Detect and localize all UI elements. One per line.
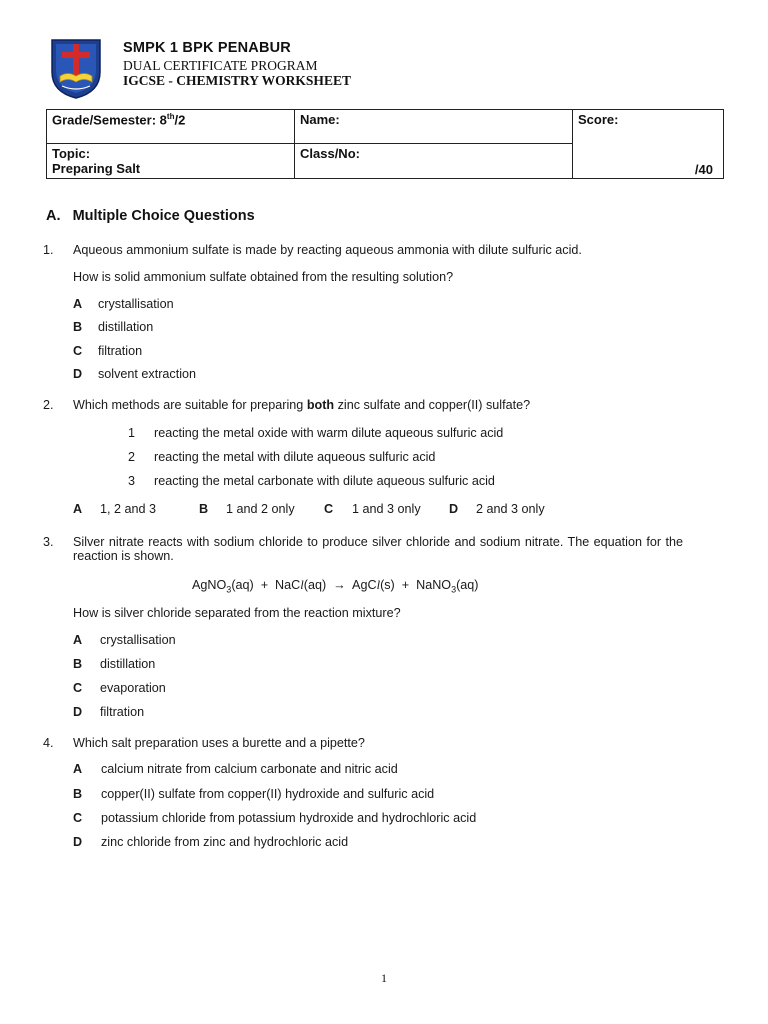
school-name: SMPK 1 BPK PENABUR bbox=[123, 40, 291, 56]
q1-option-a-text[interactable]: crystallisation bbox=[98, 297, 174, 311]
question-2-number: 2. bbox=[43, 398, 54, 412]
grade-sup: th bbox=[166, 112, 175, 121]
q1-option-d-text[interactable]: solvent extraction bbox=[98, 367, 197, 381]
section-title: A. Multiple Choice Questions bbox=[46, 208, 255, 224]
q3-option-d-text[interactable]: filtration bbox=[100, 705, 145, 719]
q2-option-c-text[interactable]: 1 and 3 only bbox=[352, 502, 421, 516]
question-1-number: 1. bbox=[43, 243, 54, 257]
q1-option-c-letter[interactable]: C bbox=[73, 344, 83, 358]
question-2-text bbox=[73, 398, 530, 413]
eq-l-1: l bbox=[300, 578, 304, 592]
q2-option-d-text[interactable]: 2 and 3 only bbox=[476, 502, 545, 516]
eq-part-4: (s) + NaNO bbox=[380, 578, 452, 592]
school-logo-shield-icon bbox=[50, 36, 102, 100]
eq-part-3: (aq) → AgC bbox=[303, 578, 377, 592]
q2-option-b-text[interactable]: 1 and 2 only bbox=[226, 502, 295, 516]
q2-option-a-letter[interactable]: A bbox=[73, 502, 83, 516]
q1-option-b-letter[interactable]: B bbox=[73, 320, 83, 334]
question-2-text-before: Which methods are suitable for preparing bbox=[73, 398, 307, 412]
q4-option-d-text[interactable]: zinc chloride from zinc and hydrochloric acid bbox=[101, 835, 349, 849]
q2-statement-3-text: reacting the metal carbonate with dilute aqueous sulfuric acid bbox=[154, 474, 495, 488]
q2-option-c-letter[interactable]: C bbox=[324, 502, 334, 516]
q1-option-b-text[interactable]: distillation bbox=[98, 320, 154, 334]
question-4-number: 4. bbox=[43, 736, 54, 750]
topic-cell bbox=[47, 144, 295, 179]
eq-part-5: (aq) bbox=[456, 578, 479, 592]
q3-option-a-letter[interactable]: A bbox=[73, 633, 83, 647]
question-1-subtext: How is solid ammonium sulfate obtained from the resulting solution? bbox=[73, 270, 454, 284]
question-3-number: 3. bbox=[43, 535, 54, 549]
grade-semester-cell bbox=[47, 110, 295, 144]
eq-sub-2: 3 bbox=[451, 584, 457, 595]
q4-option-d-letter[interactable]: D bbox=[73, 835, 83, 849]
score-cell[interactable] bbox=[573, 110, 724, 179]
name-label: Name: bbox=[300, 112, 340, 127]
q4-option-a-text[interactable]: calcium nitrate from calcium carbonate and nitric acid bbox=[101, 762, 398, 776]
question-1-text: Aqueous ammonium sulfate is made by reacting aqueous ammonia with dilute sulfuric acid. bbox=[73, 243, 582, 257]
q2-statement-1-num: 1 bbox=[128, 426, 136, 440]
q1-option-a-letter[interactable]: A bbox=[73, 297, 83, 311]
eq-l-2: l bbox=[376, 578, 381, 592]
q2-statement-3-num: 3 bbox=[128, 474, 136, 488]
q3-option-c-text[interactable]: evaporation bbox=[100, 681, 166, 695]
q2-statement-1-text: reacting the metal oxide with warm dilute aqueous sulfuric acid bbox=[154, 426, 504, 440]
q3-option-b-text[interactable]: distillation bbox=[100, 657, 156, 671]
page-number: 1 bbox=[381, 971, 387, 985]
eq-sub-1: 3 bbox=[226, 584, 232, 595]
question-4-text: Which salt preparation uses a burette and a pipette? bbox=[73, 736, 365, 750]
topic-label: Topic: bbox=[52, 146, 91, 161]
score-label: Score: bbox=[578, 112, 619, 127]
q3-option-b-letter[interactable]: B bbox=[73, 657, 83, 671]
eq-part-1: AgNO bbox=[192, 578, 227, 592]
class-no-label: Class/No: bbox=[300, 146, 360, 161]
eq-part-2: (aq) + NaC bbox=[231, 578, 301, 592]
program-name: DUAL CERTIFICATE PROGRAM bbox=[123, 58, 318, 73]
topic-value: Preparing Salt bbox=[52, 161, 141, 176]
class-no-cell[interactable] bbox=[295, 144, 573, 179]
grade-label: Grade/Semester: 8 bbox=[52, 112, 167, 128]
q4-option-c-text[interactable]: potassium chloride from potassium hydroxide and hydrochloric acid bbox=[101, 811, 477, 825]
question-3-subtext: How is silver chloride separated from the reaction mixture? bbox=[73, 606, 401, 620]
score-total: /40 bbox=[694, 162, 713, 177]
question-3-text: Silver nitrate reacts with sodium chloride to produce silver chloride and sodium nitrate. The equation for the reaction is shown. bbox=[73, 535, 683, 563]
q3-option-c-letter[interactable]: C bbox=[73, 681, 83, 695]
q2-statement-2-text: reacting the metal with dilute aqueous sulfuric acid bbox=[154, 450, 436, 464]
q2-option-a-text[interactable]: 1, 2 and 3 bbox=[100, 502, 157, 516]
grade-tail: /2 bbox=[174, 112, 186, 128]
q2-option-b-letter[interactable]: B bbox=[199, 502, 209, 516]
q1-option-d-letter[interactable]: D bbox=[73, 367, 83, 381]
worksheet-title: IGCSE - CHEMISTRY WORKSHEET bbox=[123, 73, 351, 88]
question-3-equation bbox=[192, 578, 479, 598]
q4-option-b-text[interactable]: copper(II) sulfate from copper(II) hydroxide and sulfuric acid bbox=[101, 787, 435, 801]
q3-option-a-text[interactable]: crystallisation bbox=[100, 633, 176, 647]
q2-statement-2-num: 2 bbox=[128, 450, 136, 464]
q2-option-d-letter[interactable]: D bbox=[449, 502, 459, 516]
name-cell[interactable] bbox=[295, 110, 573, 144]
q1-option-c-text[interactable]: filtration bbox=[98, 344, 143, 358]
question-2-text-bold: both bbox=[306, 398, 335, 412]
q4-option-b-letter[interactable]: B bbox=[73, 787, 83, 801]
q4-option-c-letter[interactable]: C bbox=[73, 811, 83, 825]
q3-option-d-letter[interactable]: D bbox=[73, 705, 83, 719]
student-info-table bbox=[46, 109, 724, 179]
question-2-text-after: zinc sulfate and copper(II) sulfate? bbox=[334, 398, 531, 412]
q4-option-a-letter[interactable]: A bbox=[73, 762, 83, 776]
